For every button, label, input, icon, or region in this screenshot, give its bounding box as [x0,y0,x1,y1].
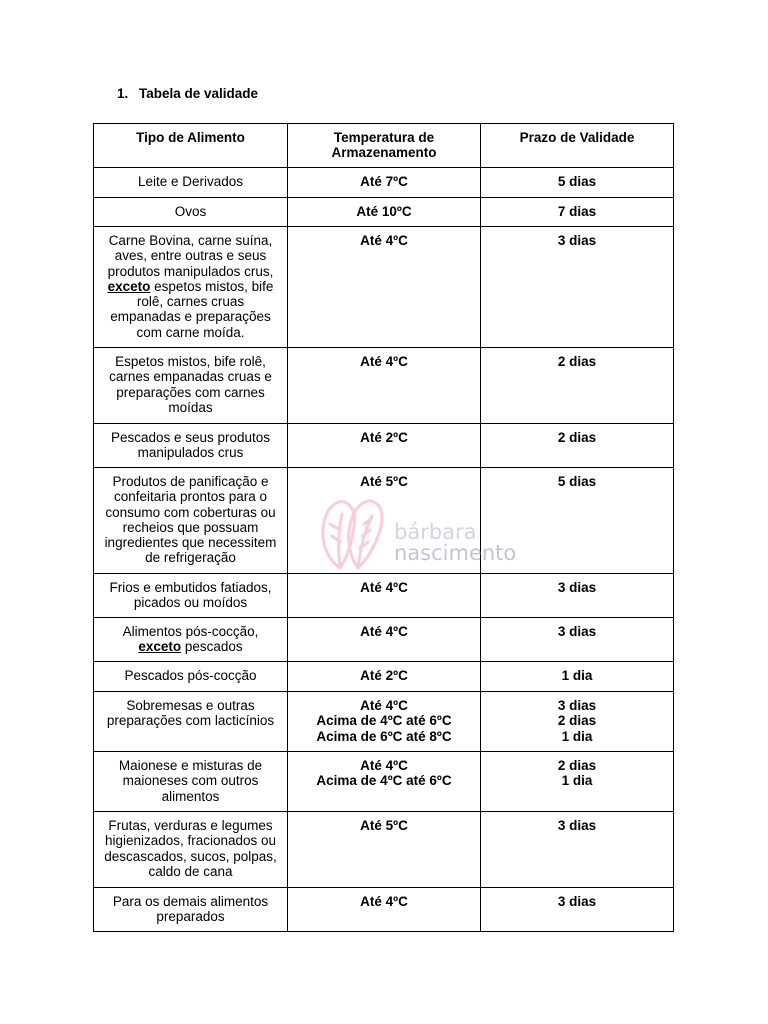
temperature-value: Até 4ºC [360,894,408,909]
validity-value: 3 dias [557,233,597,248]
food-type-cell [94,227,288,348]
watermark-line2: nascimento [394,541,517,565]
section-heading [117,86,258,101]
validity-period-cell [481,227,674,348]
food-type-cell: Pescados e seus produtos manipulados crus [94,424,288,468]
validity-period-cell [481,662,674,692]
validity-value: 2 dias [557,430,597,445]
storage-temperature-cell [288,888,481,932]
temperature-value: Até 4ºC [360,624,408,639]
validity-value: 1 dia [561,668,593,683]
validity-period-cell [481,198,674,227]
table-row [94,468,674,574]
validity-period-cell [481,348,674,424]
temperature-value: Acima de 6ºC até 8ºC [316,728,452,744]
table-row [94,168,674,198]
validity-period-cell [481,618,674,662]
food-type-cell: Leite e Derivados [94,168,288,198]
temperature-value: Até 10ºC [356,204,412,219]
temperature-value: Até 5ºC [360,818,408,833]
validity-value: 2 dias [557,713,597,729]
food-type-text: pescados [181,639,243,655]
table-row [94,574,674,618]
food-type-cell: Para os demais alimentos preparados [94,888,288,932]
storage-temperature-cell [288,574,481,618]
validity-period-cell [481,812,674,888]
watermark-line1: bárbara [394,520,477,544]
temperature-value: Até 7ºC [360,174,408,189]
food-type-cell: Espetos mistos, bife rolê, carnes empanadas cruas e preparações com carnes moídas [94,348,288,424]
food-type-cell: Frios e embutidos fatiados, picados ou moídos [94,574,288,618]
storage-temperature-cell [288,692,481,752]
temperature-value: Acima de 4ºC até 6ºC [316,773,452,789]
temperature-value: Até 4ºC [360,354,408,369]
temperature-value: Até 4ºC [360,698,408,713]
temperature-value: Acima de 4ºC até 6ºC [316,713,452,729]
table-header-row [94,124,674,168]
food-type-cell: Maionese e misturas de maioneses com outros alimentos [94,752,288,812]
table-row [94,618,674,662]
validity-value: 5 dias [557,474,597,489]
table-row [94,888,674,932]
storage-temperature-cell [288,468,481,574]
table-row [94,692,674,752]
food-type-text: Carne Bovina, carne suína, aves, entre outras e seus produtos manipulados crus, [107,233,274,279]
table-row [94,348,674,424]
food-type-text: Alimentos pós-cocção, [122,624,259,639]
temperature-value: Até 4ºC [360,233,408,248]
food-type-cell: Ovos [94,198,288,227]
table-row [94,812,674,888]
storage-temperature-cell [288,662,481,692]
storage-temperature-cell [288,812,481,888]
validity-period-cell [481,574,674,618]
validity-period-cell [481,468,674,574]
exception-emphasis: exceto [138,639,182,655]
food-type-cell: Sobremesas e outras preparações com lacticínios [94,692,288,752]
validity-period-cell [481,752,674,812]
food-type-cell: Frutas, verduras e legumes higienizados, fracionados ou descascados, sucos, polpas, caldo de cana [94,812,288,888]
validity-value: 7 dias [557,204,597,219]
section-number: 1. [117,86,129,101]
validity-value: 3 dias [557,580,597,595]
validity-value: 3 dias [557,894,597,909]
storage-temperature-cell [288,168,481,198]
table-row [94,662,674,692]
table-row [94,752,674,812]
validity-table [93,123,674,932]
header-validity-period: Prazo de Validade [481,124,674,168]
storage-temperature-cell [288,424,481,468]
storage-temperature-cell [288,752,481,812]
food-type-cell: Produtos de panificação e confeitaria prontos para o consumo com coberturas ou recheios que possuam ingredientes que necessitem de refrigeração [94,468,288,574]
food-type-cell: Pescados pós-cocção [94,662,288,692]
validity-value: 2 dias [557,758,597,773]
validity-value: 1 dia [561,728,593,744]
validity-period-cell [481,424,674,468]
temperature-value: Até 4ºC [360,758,408,773]
exception-emphasis: exceto [107,278,151,294]
validity-value: 3 dias [557,698,597,713]
validity-value: 5 dias [557,174,597,189]
validity-value: 3 dias [557,818,597,833]
temperature-value: Até 5ºC [360,474,408,489]
food-type-text: espetos mistos, bife rolê, carnes cruas empanadas e preparações com carne moída. [110,278,274,340]
validity-period-cell [481,692,674,752]
validity-value: 1 dia [561,773,593,789]
table-row [94,424,674,468]
header-food-type: Tipo de Alimento [94,124,288,168]
temperature-value: Até 2ºC [360,430,408,445]
validity-period-cell [481,888,674,932]
table-row [94,198,674,227]
temperature-value: Até 4ºC [360,580,408,595]
header-storage-temperature: Temperatura de Armazenamento [288,124,481,168]
validity-value: 3 dias [557,624,597,639]
temperature-value: Até 2ºC [360,668,408,683]
validity-period-cell [481,168,674,198]
table-row [94,227,674,348]
validity-value: 2 dias [557,354,597,369]
food-type-cell [94,618,288,662]
storage-temperature-cell [288,348,481,424]
storage-temperature-cell [288,227,481,348]
storage-temperature-cell [288,198,481,227]
section-title: Tabela de validade [139,86,259,101]
storage-temperature-cell [288,618,481,662]
